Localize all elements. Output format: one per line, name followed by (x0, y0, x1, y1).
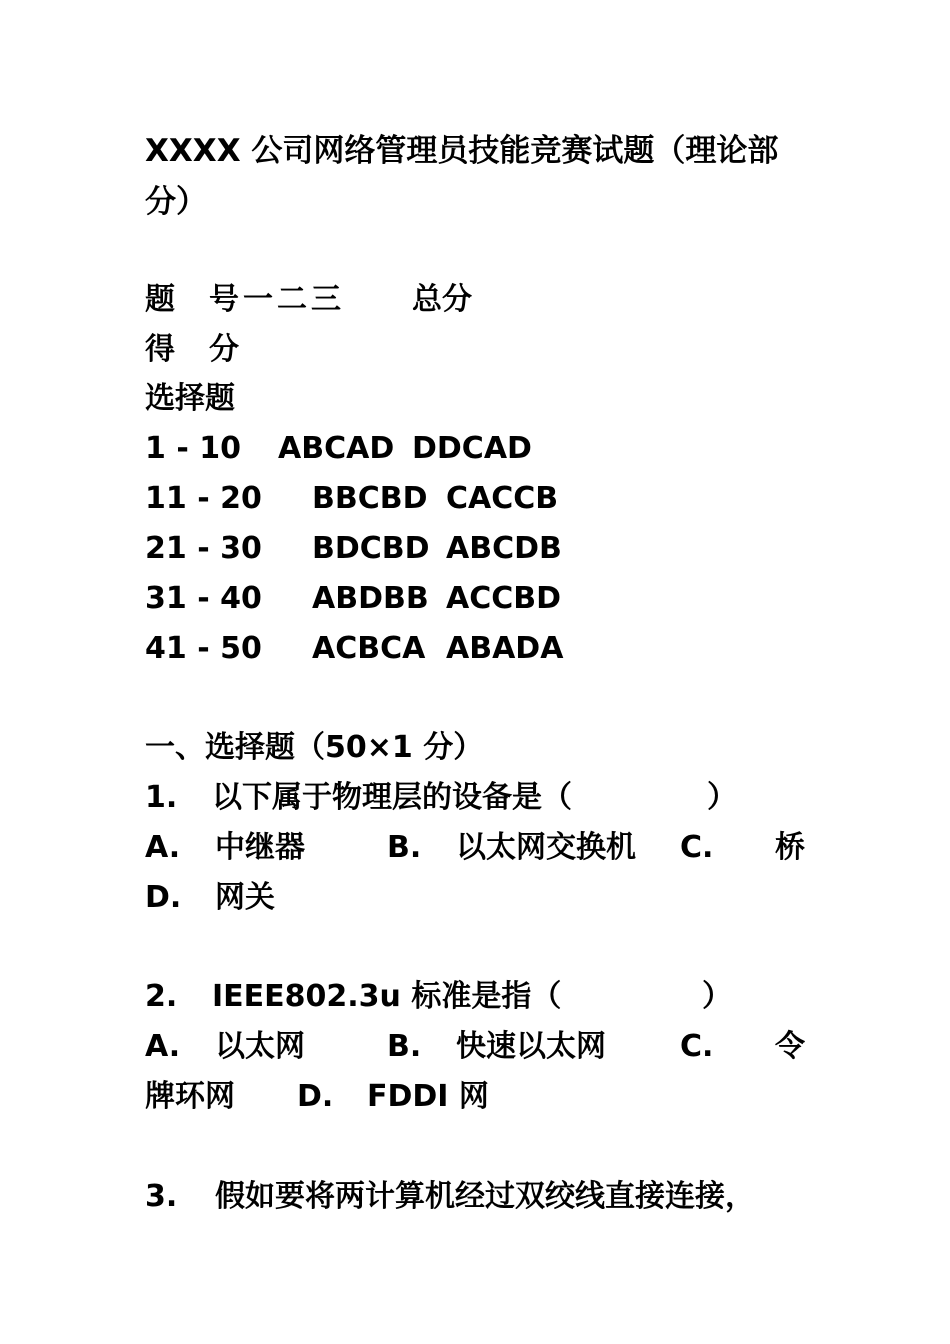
option-label: A. (145, 830, 181, 865)
answer-range: 21 - 30 (145, 531, 262, 566)
score-table-header-cell: 三 (311, 282, 341, 317)
question-number: 3. (145, 1179, 178, 1214)
answer-blank-close: ） (702, 979, 732, 1014)
question-2-options-cont (145, 1079, 545, 1115)
option-label: C. (680, 1029, 714, 1064)
option-text: 快速以太网 (456, 1029, 606, 1064)
option-text: 网关 (215, 880, 275, 915)
answer-group-b: ABCDB (446, 531, 562, 566)
answer-range: 11 - 20 (145, 481, 262, 516)
answer-group-b: ACCBD (446, 581, 562, 616)
question-number: 2. (145, 979, 178, 1014)
score-table-header-cell: 题 (145, 282, 175, 317)
option-label: C. (680, 830, 714, 865)
option-text: 以太网 (215, 1029, 305, 1064)
answer-group-b: DDCAD (412, 431, 532, 466)
question-2-options (145, 1029, 810, 1065)
question-3 (145, 1179, 805, 1215)
question-1 (145, 780, 745, 816)
answer-key-heading: 选择题 (145, 381, 235, 416)
answer-row (145, 581, 645, 617)
score-table-total-header: 总分 (412, 282, 472, 317)
question-1-options-cont (145, 880, 445, 916)
score-table-header-cell: 二 (277, 282, 307, 317)
document-title-line-2: 分） (145, 184, 207, 220)
option-label: D. (145, 880, 182, 915)
answer-range: 31 - 40 (145, 581, 262, 616)
score-table-score-row (145, 332, 345, 368)
answer-row (145, 481, 645, 517)
question-text: 以下属于物理层的设备是（ (212, 780, 572, 815)
answer-group-b: ABADA (446, 631, 564, 666)
answer-range: 1 - 10 (145, 431, 241, 466)
score-table-row-label: 得 (145, 332, 175, 367)
answer-row (145, 431, 645, 467)
question-text: IEEE802.3u 标准是指（ (212, 979, 562, 1014)
answer-group-a: ABCAD (278, 431, 395, 466)
answer-group-a: BDCBD (312, 531, 430, 566)
answer-row (145, 531, 645, 567)
document-title-line-1: XXXX 公司网络管理员技能竞赛试题（理论部 (145, 133, 779, 169)
answer-range: 41 - 50 (145, 631, 262, 666)
score-table-header-cell: 号 (209, 282, 239, 317)
option-text: FDDI 网 (367, 1079, 489, 1114)
score-table-row-label: 分 (209, 332, 239, 367)
question-2 (145, 979, 745, 1015)
option-text: 令 (775, 1029, 805, 1064)
option-text: 中继器 (215, 830, 305, 865)
section-heading: 一、选择题（50×1 分） (145, 730, 484, 765)
answer-group-a: ABDBB (312, 581, 429, 616)
option-label: D. (297, 1079, 334, 1114)
option-label: B. (387, 830, 422, 865)
option-label: A. (145, 1029, 181, 1064)
answer-group-a: ACBCA (312, 631, 426, 666)
question-1-options (145, 830, 810, 866)
answer-row (145, 631, 645, 667)
score-table-header-row (145, 282, 545, 318)
answer-blank-close: ） (707, 780, 737, 815)
option-text: 牌环网 (145, 1079, 235, 1114)
option-label: B. (387, 1029, 422, 1064)
answer-group-b: CACCB (446, 481, 559, 516)
question-number: 1. (145, 780, 178, 815)
question-text: 假如要将两计算机经过双绞线直接连接， (215, 1179, 755, 1214)
answer-group-a: BBCBD (312, 481, 428, 516)
score-table-header-cell: 一 (243, 282, 273, 317)
option-text: 桥 (775, 830, 805, 865)
option-text: 以太网交换机 (456, 830, 636, 865)
